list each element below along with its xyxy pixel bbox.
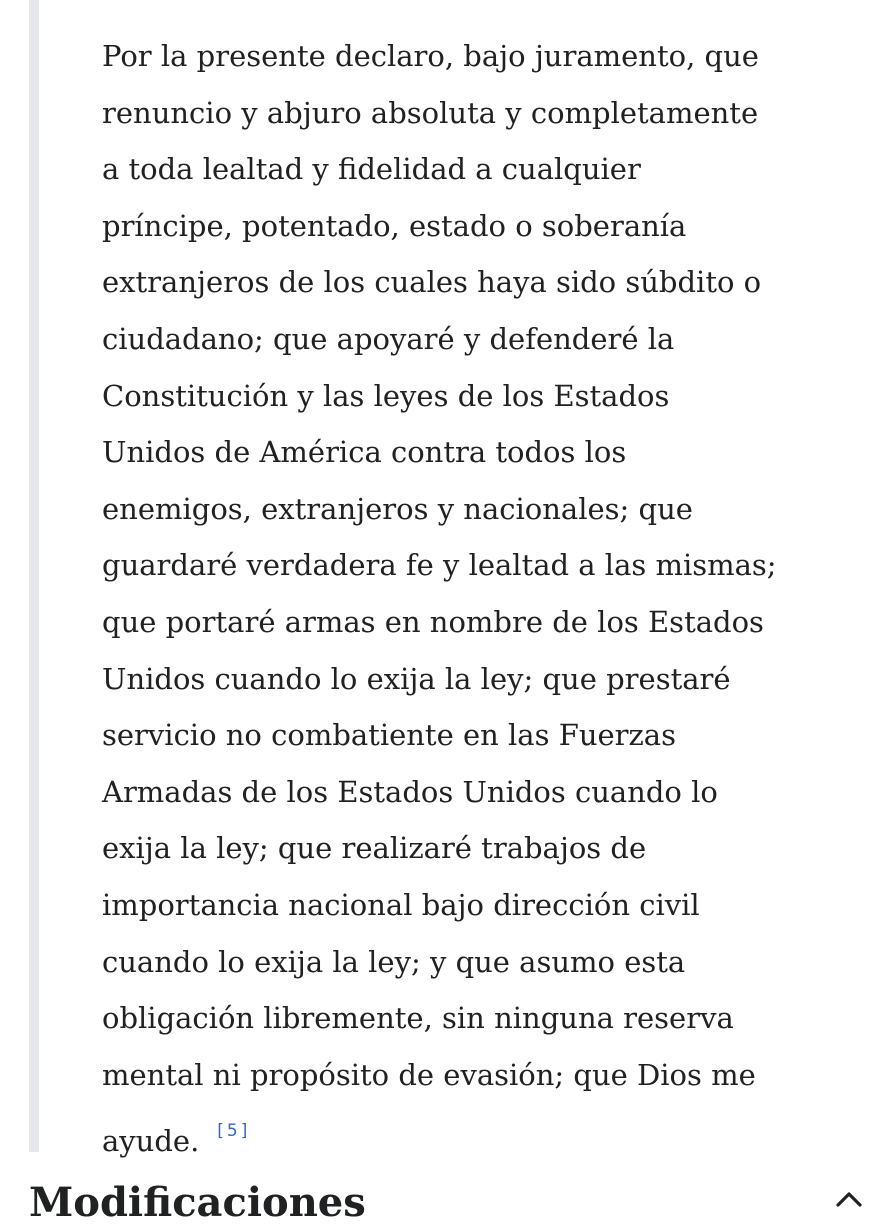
quote-line: Unidos de América contra todos los	[102, 435, 627, 470]
quote-line: Por la presente declaro, bajo juramento, que	[102, 39, 759, 73]
quote-line-text: ayude.	[102, 1124, 200, 1159]
quote-line: príncipe, potentado, estado o soberanía	[102, 208, 687, 243]
section-heading[interactable]: Modificaciones	[29, 1179, 366, 1226]
quote-line: renuncio y abjuro absoluta y completamente	[102, 95, 759, 130]
quote-line: que portaré armas en nombre de los Estados	[102, 604, 764, 639]
quote-last-line	[102, 1103, 822, 1170]
quote-line: ciudadano; que apoyaré y defenderé la	[102, 321, 675, 356]
citation-link[interactable]: [5]	[217, 1121, 251, 1142]
section-divider	[0, 1170, 882, 1171]
chevron-up-icon[interactable]	[835, 1190, 863, 1208]
quote-line: importancia nacional bajo dirección civil	[102, 887, 700, 922]
blockquote-bar	[29, 0, 39, 1152]
quote-line: enemigos, extranjeros y nacionales; que	[102, 491, 693, 526]
quote-line: exija la ley; que realizaré trabajos de	[102, 831, 647, 866]
quote-line: Unidos cuando lo exija la ley; que prestaré	[102, 661, 731, 696]
quote-line: mental ni propósito de evasión; que Dios me	[102, 1057, 756, 1092]
quote-line: servicio no combatiente en las Fuerzas	[102, 718, 676, 753]
oath-blockquote	[102, 28, 822, 1170]
quote-line: extranjeros de los cuales haya sido súbdito o	[102, 265, 762, 300]
quote-line: Constitución y las leyes de los Estados	[102, 378, 670, 413]
quote-line: cuando lo exija la ley; y que asumo esta	[102, 944, 686, 979]
quote-line: obligación libremente, sin ninguna reserva	[102, 1001, 734, 1036]
quote-line: guardaré verdadera fe y lealtad a las mismas;	[102, 548, 777, 583]
quote-line: Armadas de los Estados Unidos cuando lo	[102, 774, 718, 809]
quote-line: a toda lealtad y fidelidad a cualquier	[102, 152, 641, 187]
